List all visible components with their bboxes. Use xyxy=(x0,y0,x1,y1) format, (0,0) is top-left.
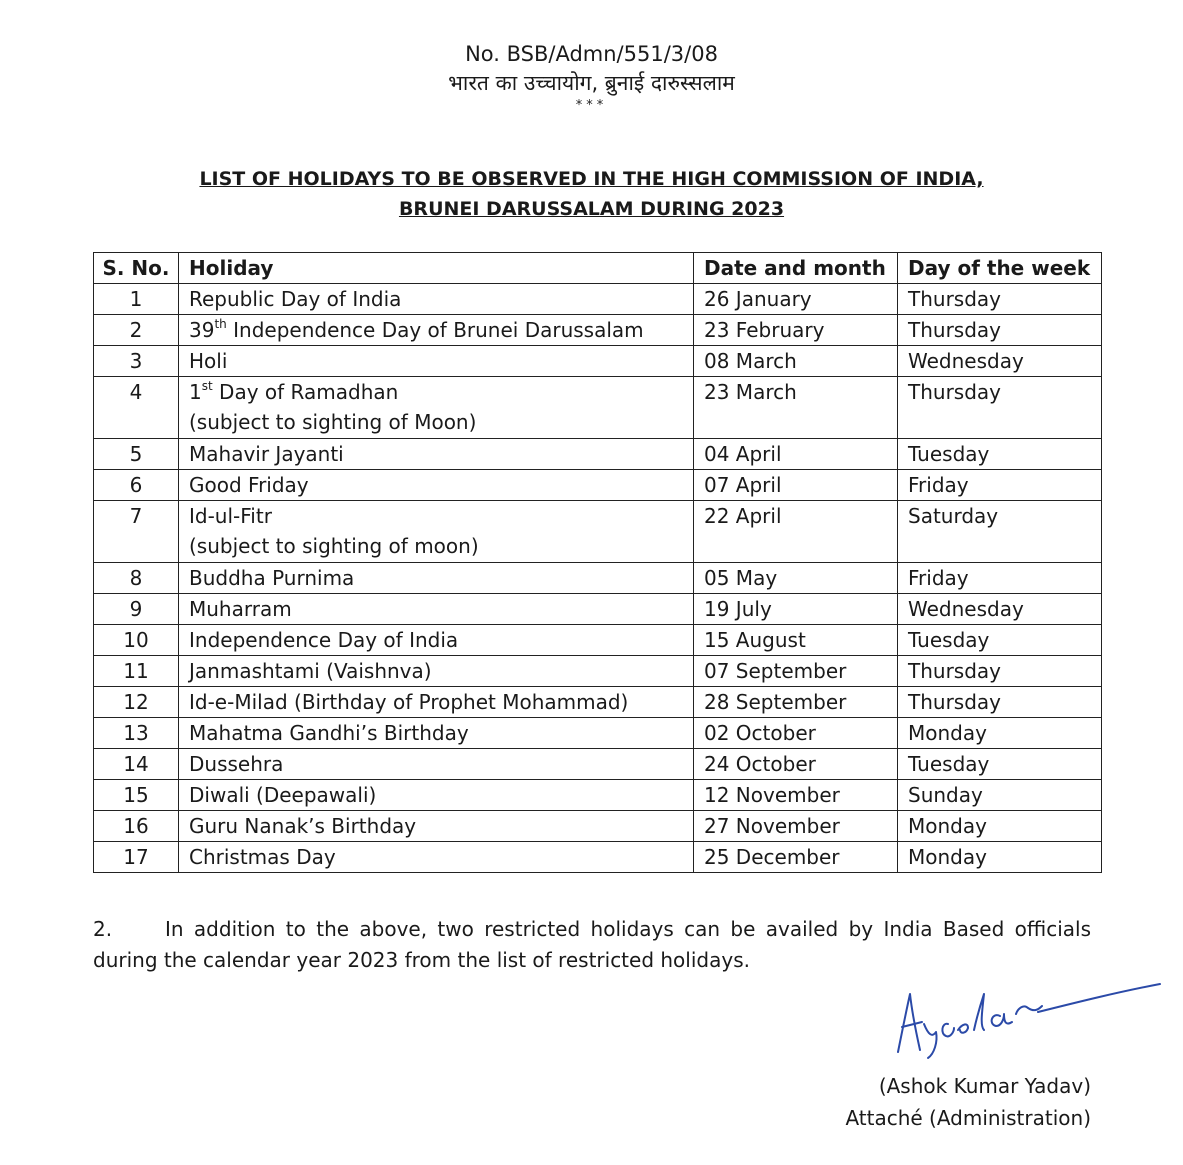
holiday-ordinal-number: 1 xyxy=(189,380,202,404)
table-row xyxy=(94,284,1102,315)
holiday-label: Independence Day of India xyxy=(189,628,459,652)
holiday-note: (subject to sighting of moon) xyxy=(189,534,479,558)
cell-day: Monday xyxy=(898,811,1102,842)
cell-date: 07 September xyxy=(694,656,898,687)
cell-day: Tuesday xyxy=(898,625,1102,656)
holiday-name xyxy=(189,439,693,469)
holiday-label: Mahavir Jayanti xyxy=(189,442,344,466)
cell-holiday xyxy=(179,439,694,470)
cell-sno: 6 xyxy=(94,470,179,501)
paragraph-text: In addition to the above, two restricted holidays can be availed by India Based officials during the calendar year 2023 from the list of restricted holidays. xyxy=(93,917,1091,972)
holiday-ordinal-suffix: th xyxy=(214,317,227,331)
table-row xyxy=(94,501,1102,563)
holiday-name xyxy=(189,749,693,779)
holiday-label: Day of Ramadhan xyxy=(212,380,399,404)
cell-date: 02 October xyxy=(694,718,898,749)
holiday-name xyxy=(189,377,693,407)
cell-holiday xyxy=(179,718,694,749)
cell-holiday xyxy=(179,594,694,625)
holiday-label: Guru Nanak’s Birthday xyxy=(189,814,417,838)
holiday-label: Dussehra xyxy=(189,752,284,776)
holiday-label: Id-ul-Fitr xyxy=(189,504,272,528)
cell-date: 12 November xyxy=(694,780,898,811)
cell-date: 23 February xyxy=(694,315,898,346)
cell-holiday xyxy=(179,563,694,594)
cell-day: Tuesday xyxy=(898,749,1102,780)
cell-day: Wednesday xyxy=(898,594,1102,625)
cell-sno: 13 xyxy=(94,718,179,749)
cell-holiday xyxy=(179,749,694,780)
cell-sno: 17 xyxy=(94,842,179,873)
table-row xyxy=(94,377,1102,439)
cell-date: 28 September xyxy=(694,687,898,718)
holiday-label: Independence Day of Brunei Darussalam xyxy=(226,318,644,342)
cell-date: 26 January xyxy=(694,284,898,315)
cell-sno: 11 xyxy=(94,656,179,687)
cell-sno: 3 xyxy=(94,346,179,377)
cell-holiday xyxy=(179,470,694,501)
cell-day: Thursday xyxy=(898,315,1102,346)
table-row xyxy=(94,749,1102,780)
document-header xyxy=(0,40,1183,114)
table-row xyxy=(94,811,1102,842)
cell-day: Monday xyxy=(898,842,1102,873)
cell-day: Friday xyxy=(898,470,1102,501)
table-row xyxy=(94,656,1102,687)
cell-date: 04 April xyxy=(694,439,898,470)
cell-sno: 16 xyxy=(94,811,179,842)
holiday-label: Mahatma Gandhi’s Birthday xyxy=(189,721,469,745)
table-row xyxy=(94,346,1102,377)
cell-sno: 14 xyxy=(94,749,179,780)
table-row xyxy=(94,687,1102,718)
cell-day: Thursday xyxy=(898,377,1102,439)
cell-day: Thursday xyxy=(898,656,1102,687)
holiday-name xyxy=(189,687,693,717)
holiday-label: Buddha Purnima xyxy=(189,566,355,590)
table-row xyxy=(94,780,1102,811)
cell-day: Tuesday xyxy=(898,439,1102,470)
cell-holiday xyxy=(179,377,694,439)
holiday-name xyxy=(189,811,693,841)
cell-date: 22 April xyxy=(694,501,898,563)
title-line-2: BRUNEI DARUSSALAM DURING 2023 xyxy=(398,198,785,220)
holiday-name xyxy=(189,501,693,531)
hindi-office-name: भारत का उच्चायोग, ब्रुनाई दारुस्सलाम xyxy=(448,71,735,95)
cell-date: 27 November xyxy=(694,811,898,842)
additional-note-paragraph xyxy=(93,914,1091,976)
col-header-sno: S. No. xyxy=(94,253,179,284)
cell-date: 08 March xyxy=(694,346,898,377)
paragraph-number: 2. xyxy=(93,917,113,941)
cell-date: 25 December xyxy=(694,842,898,873)
document-title xyxy=(0,164,1183,224)
col-header-day: Day of the week xyxy=(898,253,1102,284)
cell-holiday xyxy=(179,346,694,377)
cell-holiday xyxy=(179,842,694,873)
holiday-name xyxy=(189,656,693,686)
table-row xyxy=(94,842,1102,873)
cell-sno: 10 xyxy=(94,625,179,656)
holiday-label: Republic Day of India xyxy=(189,287,402,311)
table-body xyxy=(94,284,1102,873)
cell-date: 23 March xyxy=(694,377,898,439)
holiday-ordinal-number: 39 xyxy=(189,318,215,342)
holiday-label: Id-e-Milad (Birthday of Prophet Mohammad) xyxy=(189,690,629,714)
cell-holiday xyxy=(179,656,694,687)
signatory-designation: Attaché (Administration) xyxy=(845,1106,1091,1130)
col-header-holiday: Holiday xyxy=(179,253,694,284)
cell-sno: 15 xyxy=(94,780,179,811)
holiday-label: Good Friday xyxy=(189,473,309,497)
holiday-label: Christmas Day xyxy=(189,845,336,869)
holiday-name xyxy=(189,625,693,655)
title-line-1: LIST OF HOLIDAYS TO BE OBSERVED IN THE HIGH COMMISSION OF INDIA, xyxy=(199,168,984,190)
holiday-name xyxy=(189,563,693,593)
cell-sno: 1 xyxy=(94,284,179,315)
holiday-label: Holi xyxy=(189,349,228,373)
cell-holiday xyxy=(179,780,694,811)
table-row xyxy=(94,563,1102,594)
cell-sno: 9 xyxy=(94,594,179,625)
cell-day: Sunday xyxy=(898,780,1102,811)
separator-stars: *** xyxy=(575,98,608,113)
cell-holiday xyxy=(179,315,694,346)
holiday-name xyxy=(189,346,693,376)
cell-sno: 8 xyxy=(94,563,179,594)
holiday-name xyxy=(189,842,693,872)
holiday-name xyxy=(189,594,693,624)
cell-day: Monday xyxy=(898,718,1102,749)
cell-date: 24 October xyxy=(694,749,898,780)
holiday-label: Diwali (Deepawali) xyxy=(189,783,377,807)
table-row xyxy=(94,470,1102,501)
holiday-label: Muharram xyxy=(189,597,292,621)
table-row xyxy=(94,594,1102,625)
holiday-name xyxy=(189,780,693,810)
cell-day: Thursday xyxy=(898,284,1102,315)
table-row xyxy=(94,315,1102,346)
cell-date: 07 April xyxy=(694,470,898,501)
cell-sno: 5 xyxy=(94,439,179,470)
reference-number: No. BSB/Admn/551/3/08 xyxy=(465,42,718,66)
cell-date: 15 August xyxy=(694,625,898,656)
holiday-label: Janmashtami (Vaishnva) xyxy=(189,659,432,683)
cell-holiday xyxy=(179,625,694,656)
cell-sno: 4 xyxy=(94,377,179,439)
holiday-name xyxy=(189,470,693,500)
table-header-row xyxy=(94,253,1102,284)
cell-day: Wednesday xyxy=(898,346,1102,377)
holiday-name xyxy=(189,718,693,748)
table-row xyxy=(94,439,1102,470)
holiday-note: (subject to sighting of Moon) xyxy=(189,410,477,434)
cell-holiday xyxy=(179,687,694,718)
col-header-date: Date and month xyxy=(694,253,898,284)
cell-sno: 2 xyxy=(94,315,179,346)
cell-holiday xyxy=(179,284,694,315)
signatory-name: (Ashok Kumar Yadav) xyxy=(878,1074,1091,1098)
cell-day: Friday xyxy=(898,563,1102,594)
holiday-name xyxy=(189,284,693,314)
cell-day: Saturday xyxy=(898,501,1102,563)
cell-sno: 12 xyxy=(94,687,179,718)
cell-holiday xyxy=(179,501,694,563)
cell-holiday xyxy=(179,811,694,842)
cell-date: 19 July xyxy=(694,594,898,625)
signatory-block xyxy=(845,1070,1091,1134)
cell-date: 05 May xyxy=(694,563,898,594)
holiday-table xyxy=(93,252,1102,873)
table-row xyxy=(94,625,1102,656)
cell-day: Thursday xyxy=(898,687,1102,718)
holiday-ordinal-suffix: st xyxy=(201,379,213,393)
table-row xyxy=(94,718,1102,749)
cell-sno: 7 xyxy=(94,501,179,563)
holiday-name xyxy=(189,315,693,345)
signature-image xyxy=(888,972,1168,1062)
